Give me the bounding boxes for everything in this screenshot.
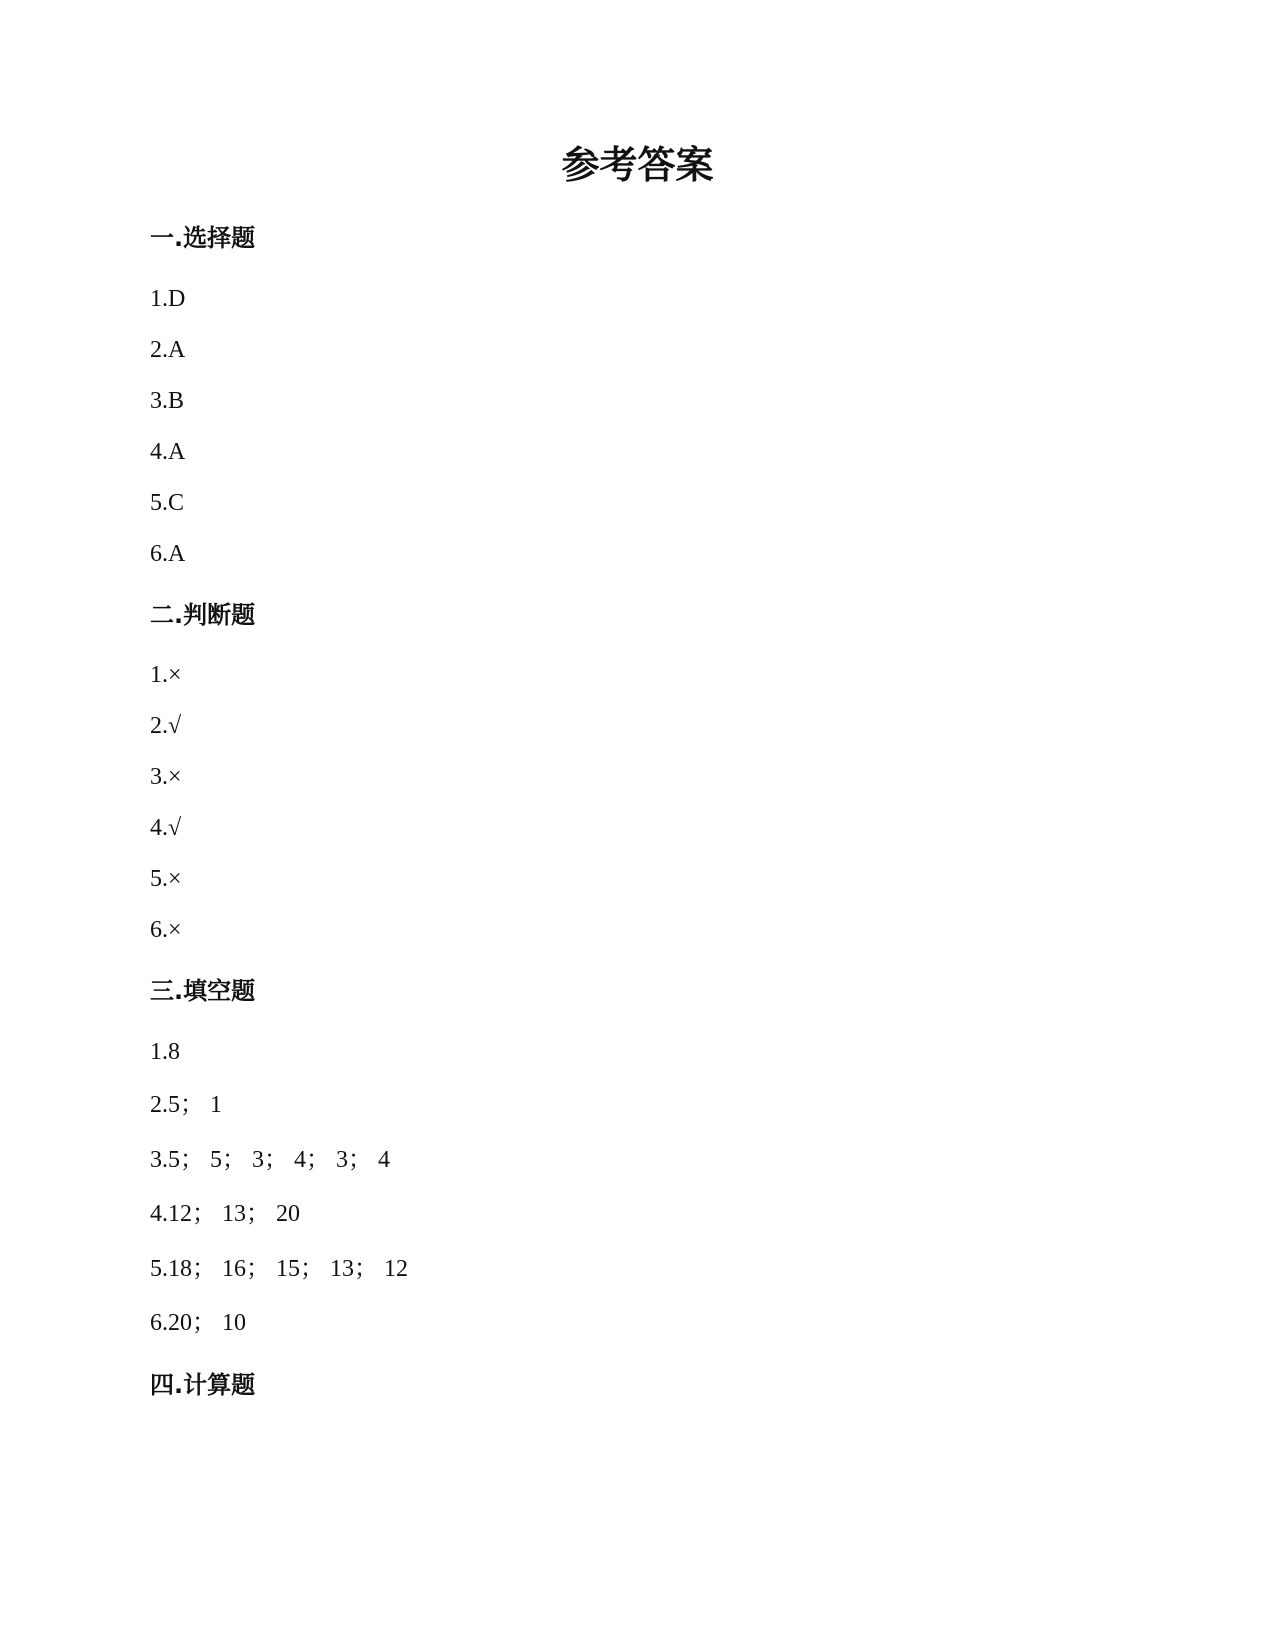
section-heading-fill-in-blank: 三.填空题 — [150, 977, 256, 1005]
answer-item: 1.× — [150, 662, 182, 688]
answer-item: 3.5； 5； 3； 4； 3； 4 — [150, 1147, 390, 1173]
section-heading-true-false: 二.判断题 — [150, 601, 256, 629]
section-heading-calculation: 四.计算题 — [150, 1371, 256, 1399]
answer-item: 1.8 — [150, 1039, 180, 1065]
answer-item: 5.× — [150, 866, 182, 892]
answer-item: 3.B — [150, 388, 185, 414]
answer-item: 5.C — [150, 490, 185, 516]
answer-item: 6.20； 10 — [150, 1310, 246, 1336]
answer-item: 2.5； 1 — [150, 1092, 222, 1118]
answer-item: 6.A — [150, 541, 186, 567]
answer-item: 2.A — [150, 337, 186, 363]
answer-item: 2.√ — [150, 713, 182, 739]
section-heading-multiple-choice: 一.选择题 — [150, 224, 256, 252]
answer-item: 4.√ — [150, 815, 182, 841]
answer-item: 4.A — [150, 439, 186, 465]
answer-item: 4.12； 13； 20 — [150, 1201, 300, 1227]
answer-item: 6.× — [150, 917, 182, 943]
page-title: 参考答案 — [561, 142, 714, 187]
answer-item: 1.D — [150, 286, 186, 312]
answer-item: 5.18； 16； 15； 13； 12 — [150, 1256, 408, 1282]
answer-item: 3.× — [150, 764, 182, 790]
